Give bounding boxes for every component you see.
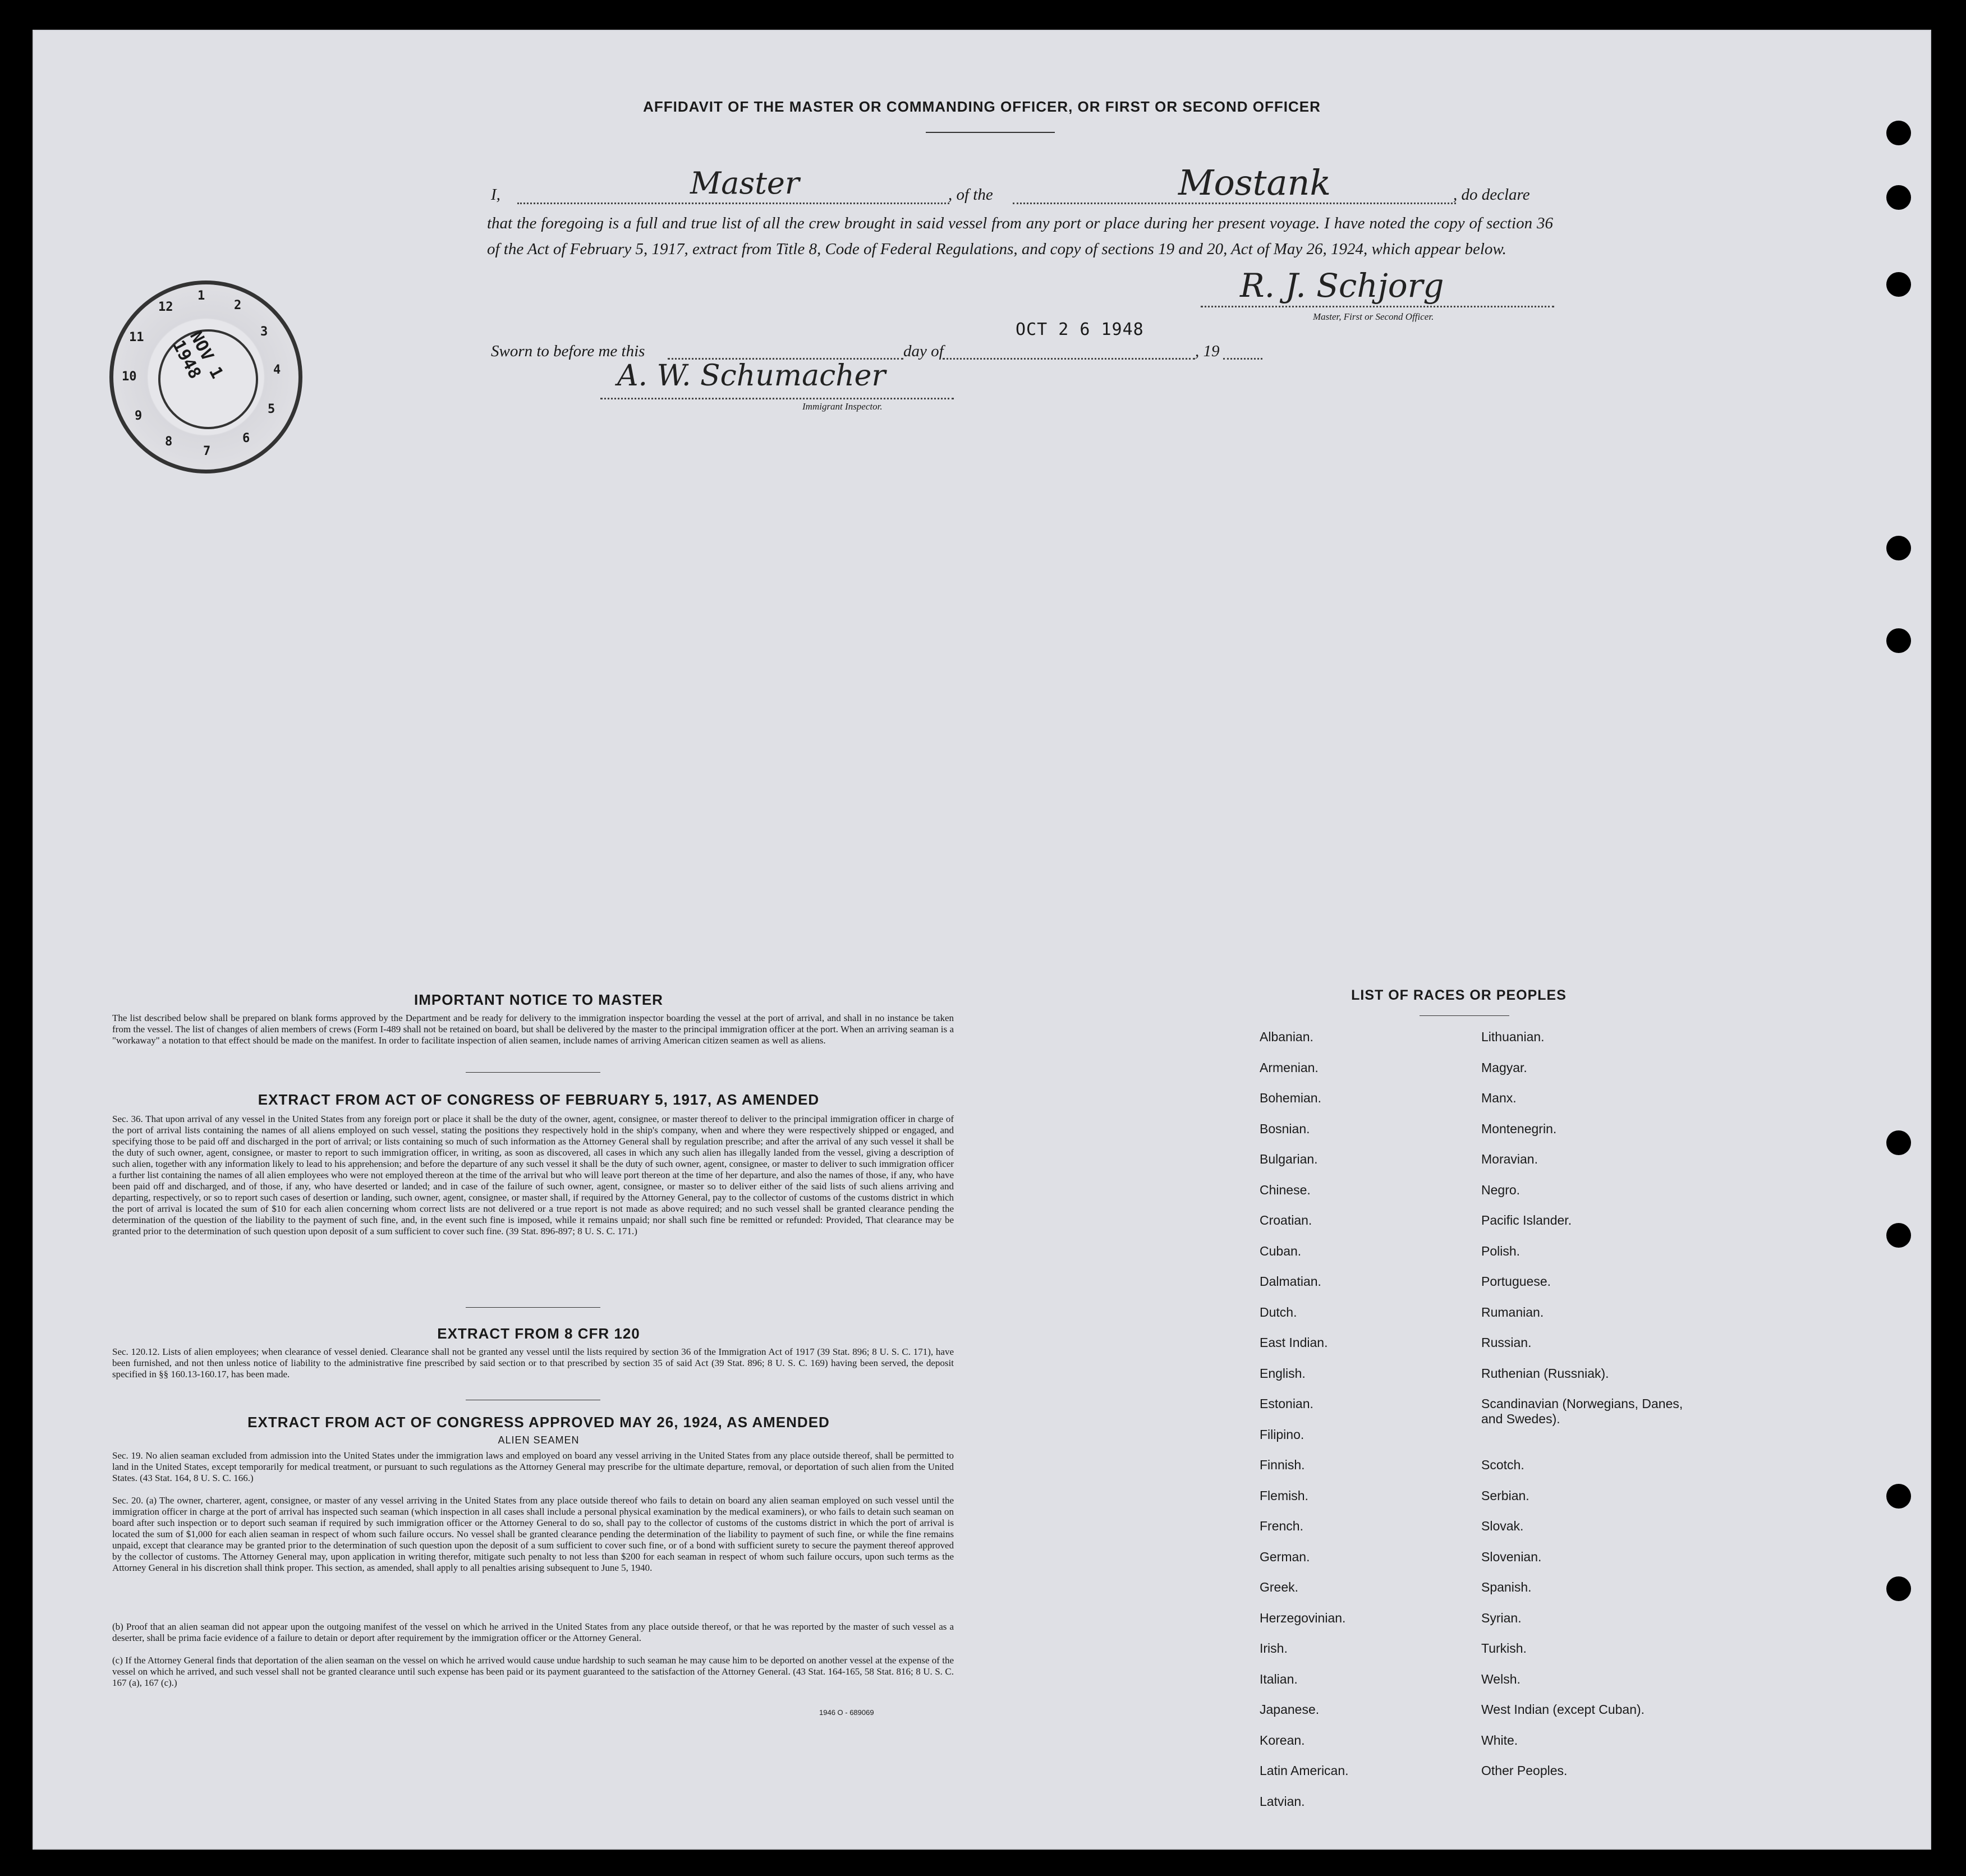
race-item: Serbian. (1481, 1488, 1529, 1503)
print-code: 1946 O - 689069 (819, 1708, 874, 1717)
stamp-ring-number: 12 (158, 300, 173, 314)
binder-hole (1886, 1130, 1911, 1155)
race-item: Turkish. (1481, 1641, 1527, 1656)
race-item: Croatian. (1260, 1213, 1312, 1227)
stamp-ring-number: 3 (260, 325, 268, 339)
stamp-ring-number: 1 (197, 289, 205, 303)
race-item: Latin American. (1260, 1763, 1349, 1778)
race-item: Bulgarian. (1260, 1152, 1318, 1166)
race-item: Cuban. (1260, 1243, 1302, 1258)
stamp-ring-number: 11 (129, 330, 144, 344)
i-label: I, (491, 186, 500, 204)
race-item: French. (1260, 1519, 1303, 1533)
race-item: Albanian. (1260, 1029, 1313, 1044)
race-item: Herzegovinian. (1260, 1610, 1346, 1625)
affidavit-body-text: that the foregoing is a full and true list of all the crew brought in said vessel from any port or place during her present voyage. I have noted the copy of section 36 of the Act of February 5, 1917, extract from Title 8, Code of Federal Regulations, and copy of sections 19 and 20, Act of May 26, 1924, which appear below. (487, 214, 1553, 258)
race-item: Flemish. (1260, 1488, 1308, 1503)
race-item: Chinese. (1260, 1182, 1311, 1197)
day-of-label: day of (903, 342, 944, 360)
race-item: Irish. (1260, 1641, 1288, 1656)
race-item: West Indian (except Cuban). (1481, 1702, 1645, 1717)
race-item: White. (1481, 1732, 1518, 1748)
document-page (34, 31, 1930, 1849)
race-item: Latvian. (1260, 1794, 1305, 1809)
races-title: LIST OF RACES OR PEOPLES (1351, 987, 1567, 1003)
stamp-ring-number: 7 (203, 444, 211, 458)
of-the-label: , of the (948, 186, 993, 204)
race-item: Rumanian. (1481, 1304, 1544, 1319)
stamp-ring-number: 10 (122, 370, 137, 384)
race-item: Spanish. (1481, 1580, 1532, 1594)
race-item: Greek. (1260, 1580, 1299, 1594)
role-handwritten: Master (690, 165, 800, 201)
race-item: Negro. (1481, 1182, 1521, 1197)
binder-hole (1886, 536, 1911, 560)
binder-hole (1886, 628, 1911, 653)
binder-hole (1886, 1484, 1911, 1509)
inspector-caption: Immigrant Inspector. (802, 401, 883, 412)
race-item: Slovenian. (1481, 1549, 1542, 1564)
binder-hole (1886, 1576, 1911, 1601)
extract-1924-subtitle: ALIEN SEAMEN (498, 1434, 580, 1446)
race-item: Polish. (1481, 1243, 1521, 1258)
signature-caption: Master, First or Second Officer. (1313, 311, 1434, 322)
divider (466, 1072, 600, 1073)
affidavit-title: AFFIDAVIT OF THE MASTER OR COMMANDING OFFICER, OR FIRST OR SECOND OFFICER (643, 98, 1321, 115)
race-item: Bohemian. (1260, 1091, 1321, 1105)
stamp-ring-number: 4 (273, 363, 281, 377)
race-item: Japanese. (1260, 1702, 1320, 1717)
master-signature: R. J. Schjorg (1240, 266, 1444, 305)
race-item: Finnish. (1260, 1457, 1305, 1472)
race-item: English. (1260, 1365, 1306, 1381)
extract-1924-sec20b: (b) Proof that an alien seaman did not appear upon the outgoing manifest of the vessel on which he arrived in the United States from any place outside thereof, or that he was reported by the master of such vessel as a deserter, shall be prima facie evidence of a failure to detain or deport after requirement by the immigration officer or the Attorney General. (112, 1621, 954, 1643)
race-item: Scandinavian (Norwegians, Danes, and Swedes). (1481, 1396, 1683, 1426)
stamp-ring-number: 6 (242, 431, 250, 445)
race-item: Filipino. (1260, 1427, 1304, 1442)
extract-cfr-text: Sec. 120.12. Lists of alien employees; when clearance of vessel denied. Clearance shall not be granted any vessel until the lists required by section 36 of the Immigration Act of 1917 (39 Stat. 896; 8 U. S. C. 171), have been furnished, and not then unless notice of liability to the administrative fine prescribed by said section or to that prescribed by section 35 of said Act (39 Stat. 896; 8 U. S. C. 169) having been served, the deposit specified in §§ 160.13-160.17, has been made. (112, 1346, 954, 1380)
binder-hole (1886, 1223, 1911, 1248)
race-item: Ruthenian (Russniak). (1481, 1365, 1609, 1381)
stamp-date: NOV 1 1948 (141, 312, 276, 447)
sworn-label: Sworn to before me this (491, 342, 645, 360)
race-item: Dutch. (1260, 1304, 1297, 1319)
race-item: Italian. (1260, 1671, 1298, 1686)
stamped-date: OCT 2 6 1948 (1016, 320, 1144, 339)
race-item: Montenegrin. (1481, 1121, 1557, 1136)
race-item: Pacific Islander. (1481, 1213, 1572, 1227)
race-item: Scotch. (1481, 1457, 1524, 1472)
race-item: Moravian. (1481, 1152, 1538, 1166)
race-item: Welsh. (1481, 1671, 1521, 1686)
sworn-month-line (943, 337, 1195, 360)
extract-1917-text: Sec. 36. That upon arrival of any vessel in the United States from any foreign port or place it shall be the duty of the owner, agent, consignee, or master thereof to deliver to the principal immigration officer in charge of the port of arrival lists containing the names of all aliens employed on such vessel, stating the positions they respectively hold in the ship's company, when and where they were respectively shipped or engaged, and specifying those to be paid off and discharged in the port of arrival; or lists containing so much of such information as the Attorney General shall by regulation prescribe; and after the arrival of any such vessel it shall be the duty of such owner, agent, consignee, or master to report to such immigration officer, in writing, as soon as discovered, all cases in which any such alien has illegally landed from the vessel, giving a description of such alien, together with any information likely to lead to his apprehension; and before the departure of any such vessel it shall be the duty of such owner, agent, consignee, or master to deliver to such immigration officer a further list containing the names of all alien employees who were not employed thereon at the time of the arrival but who will leave port thereon at the time of her departure, and also the names of those, if any, who have been paid off and discharged, and of those, if any, who have deserted or landed; and in case of the failure of such owner, agent, consignee, or master so to deliver either of the said lists of such aliens arriving and departing, respectively, or so to report such cases of desertion or landing, such owner, agent, consignee, or master shall, if required by the Attorney General, pay to the collector of customs of the customs district in which the port of arrival is located the sum of $10 for each alien concerning whom correct lists are not delivered or a true report is not made as above required; and no such vessel shall be granted clearance pending the determination of the question of the liability to the payment of such fine, and, in the event such fine is imposed, while it remains unpaid; nor shall such fine be remitted or refunded: Provided, That clearance may be granted prior to the determination of such question upon deposit of a sum sufficient to cover such fine. (39 Stat. 896-897; 8 U. S. C. 171.) (112, 1114, 954, 1236)
binder-hole (1886, 272, 1911, 297)
race-item: Portuguese. (1481, 1274, 1551, 1289)
stamp-ring-number: 2 (234, 298, 242, 312)
race-item: Armenian. (1260, 1060, 1319, 1075)
race-item: Estonian. (1260, 1396, 1313, 1411)
notice-title: IMPORTANT NOTICE TO MASTER (414, 991, 663, 1008)
binder-hole (1886, 185, 1911, 210)
stamp-ring-number: 8 (165, 435, 173, 449)
race-item: Lithuanian. (1481, 1029, 1545, 1044)
race-item: Syrian. (1481, 1610, 1522, 1625)
extract-1924-sec20a: Sec. 20. (a) The owner, charterer, agent, consignee, or master of any vessel arriving in the United States from any place outside thereof who fails to detain on board any alien seaman employed on such vessel until the immigration officer in charge at the port of arrival has inspected such seaman (which inspection in all cases shall include a personal physical examination by the medical examiners), or who fails to detain such seaman on board after such inspection or to deport such seaman if required by such immigration officer or the Attorney General to do so, shall pay to the collector of customs of the customs district in which the port of arrival is located the sum of $1,000 for each alien seaman in respect of whom such failure occurs. No vessel shall be granted clearance pending the determination of the liability to payment of such fine, or while the fine remains unpaid, except that clearance may be granted prior to the determination of such question upon the deposit of a sum sufficient to cover such fine, or of a bond with sufficient surety to secure the payment thereof approved by the collector of customs. The Attorney General may, upon application in writing therefor, mitigate such penalty to not less than $200 for each seaman in respect of whom such failure occurs, upon such terms as the Attorney General in his discretion shall think proper. This section, as amended, shall apply to all penalties arising subsequent to June 5, 1940. (112, 1495, 954, 1573)
inspector-signature: A. W. Schumacher (617, 359, 886, 393)
race-item: East Indian. (1260, 1335, 1328, 1350)
races-divider (1420, 1015, 1509, 1016)
vessel-handwritten: Mostank (1178, 162, 1331, 203)
divider (466, 1307, 600, 1308)
race-item: Slovak. (1481, 1519, 1524, 1533)
extract-1924-title: EXTRACT FROM ACT OF CONGRESS APPROVED MAY 26, 1924, AS AMENDED (247, 1414, 830, 1431)
binder-hole (1886, 121, 1911, 145)
extract-1924-sec20c: (c) If the Attorney General finds that deportation of the alien seaman on the vessel on which he arrived would cause undue hardship to such seaman he may cause him to be deported on another vessel at the expense of the vessel on which he arrived, and such vessel shall not be granted clearance until such expense has been paid or its payment guaranteed to the satisfaction of the Attorney General. (43 Stat. 164-165, 58 Stat. 816; 8 U. S. C. 167 (a), 167 (c).) (112, 1655, 954, 1688)
race-item: Other Peoples. (1481, 1763, 1568, 1778)
race-item: Korean. (1260, 1732, 1305, 1748)
race-item: Manx. (1481, 1091, 1517, 1105)
year-line (1223, 337, 1262, 360)
extract-1924-sec19: Sec. 19. No alien seaman excluded from admission into the United States under the immigration laws and employed on board any vessel arriving in the United States from any place outside thereof, shall be permitted to land in the United States, except temporarily for medical treatment, or pursuant to such regulations as the Attorney General may prescribe for the ultimate departure, removal, or deportation of such alien from the United States. (43 Stat. 164, 8 U. S. C. 166.) (112, 1450, 954, 1483)
year-prefix: , 19 (1195, 342, 1220, 360)
notice-text: The list described below shall be prepared on blank forms approved by the Department and be ready for delivery to the immigration inspector boarding the vessel at the port of arrival, and shall in no instance be taken from the vessel. The list of changes of alien members of crews (Form I-489 shall not be retained on board, but shall be delivered by the master to the principal immigration officer at the port. When an arriving seaman is a "workaway" a notation to that effect should be made on the manifest. In order to facilitate inspection of alien seamen, include names of arriving American citizen seamen as well as aliens. (112, 1013, 954, 1046)
extract-cfr-title: EXTRACT FROM 8 CFR 120 (437, 1325, 640, 1342)
race-item: Russian. (1481, 1335, 1532, 1350)
extract-1917-title: EXTRACT FROM ACT OF CONGRESS OF FEBRUARY 5, 1917, AS AMENDED (258, 1091, 820, 1108)
do-declare-label: , do declare (1453, 186, 1530, 204)
stamp-ring-number: 5 (268, 402, 275, 416)
race-item: German. (1260, 1549, 1310, 1564)
inspection-stamp (109, 281, 302, 473)
race-item: Dalmatian. (1260, 1274, 1321, 1289)
sworn-day-line (668, 337, 903, 360)
race-item: Bosnian. (1260, 1121, 1310, 1136)
stamp-ring-number: 9 (135, 409, 143, 423)
title-divider (926, 132, 1055, 133)
race-item: Magyar. (1481, 1060, 1527, 1075)
